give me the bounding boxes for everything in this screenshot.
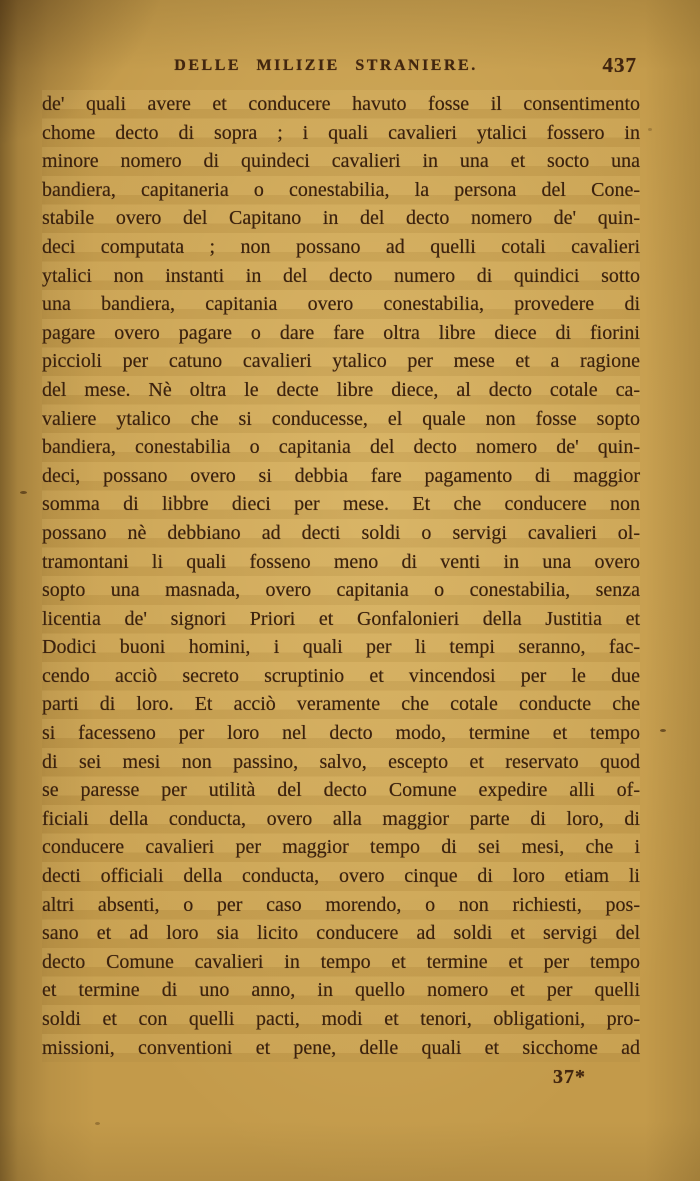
text-line: sopto una masnada, overo capitania o conestabilia, senza <box>42 579 640 602</box>
text-line: missioni, conventioni et pene, delle quali et sicchome ad <box>42 1036 640 1059</box>
text-line: valiere ytalico che si conducesse, el quale non fosse sopto <box>42 407 640 430</box>
header-title: DELLE MILIZIE STRANIERE. <box>174 57 478 74</box>
text-line: bandiera, capitaneria o conestabilia, la persona del Cone- <box>42 178 640 201</box>
text-line: altri absenti, o per caso morendo, o non richiesti, pos- <box>42 893 640 916</box>
text-line: Dodici buoni homini, i quali per li tempi seranno, fac- <box>42 636 640 659</box>
text-line: ytalici non instanti in del decto numero di quindici sotto <box>42 264 640 287</box>
text-line: soldi et con quelli pacti, modi et tenori, obligationi, pro- <box>42 1008 640 1030</box>
text-line: stabile overo del Capitano in del decto nomero de' quin- <box>42 207 640 230</box>
signature-mark: 37* <box>553 1066 586 1088</box>
text-line: del mese. Nè oltra le decte libre diece, al decto cotale ca- <box>42 378 640 401</box>
text-line: decti officiali della conducta, overo cinque di loro etiam li <box>42 865 640 888</box>
text-line: cendo acciò secreto scruptinio et vincendosi per le due <box>42 664 640 687</box>
paper-speck <box>660 729 666 732</box>
running-header <box>0 55 700 79</box>
text-line: tramontani li quali fosseno meno di venti in una overo <box>42 550 640 573</box>
text-line: et termine di uno anno, in quello nomero et per quelli <box>42 979 640 1002</box>
paper-speck <box>648 128 652 131</box>
text-line: licentia de' signori Priori et Gonfalonieri della Justitia et <box>42 607 640 630</box>
text-line: chome decto di sopra ; i quali cavalieri ytalici fossero in <box>42 121 640 144</box>
body-text <box>42 90 640 1062</box>
page-number: 437 <box>602 53 637 77</box>
text-line: conducere cavalieri per maggior tempo di sei mesi, che i <box>42 836 640 859</box>
text-line: minore nomero di quindeci cavalieri in una et socto una <box>42 150 640 173</box>
text-line: se paresse per utilità del decto Comune expedire alli of- <box>42 779 640 802</box>
text-line: decto Comune cavalieri in tempo et termine et per tempo <box>42 950 640 973</box>
text-line: di sei mesi non passino, salvo, escepto et reservato quod <box>42 750 640 773</box>
text-line: piccioli per catuno cavalieri ytalico per mese et a ragione <box>42 350 640 373</box>
text-line: una bandiera, capitania overo conestabilia, provedere di <box>42 293 640 316</box>
text-line: sano et ad loro sia licito conducere ad soldi et servigi del <box>42 922 640 945</box>
paper-speck <box>95 1122 100 1125</box>
text-line: possano nè debbiano ad decti soldi o servigi cavalieri ol- <box>42 521 640 544</box>
text-line: ficiali della conducta, overo alla maggior parte di loro, di <box>42 807 640 830</box>
text-line: de' quali avere et conducere havuto fosse il consentimento <box>42 93 640 115</box>
text-line: somma di libbre dieci per mese. Et che conducere non <box>42 493 640 516</box>
paper-speck <box>20 491 27 494</box>
text-line: parti di loro. Et acciò veramente che cotale conducte che <box>42 693 640 716</box>
text-line: pagare overo pagare o dare fare oltra libre diece di fiorini <box>42 321 640 344</box>
text-line: si facesseno per loro nel decto modo, termine et tempo <box>42 722 640 745</box>
text-line: bandiera, conestabilia o capitania del decto nomero de' quin- <box>42 436 640 459</box>
text-line: deci, possano overo si debbia fare pagamento di maggior <box>42 464 640 487</box>
text-line: deci computata ; non possano ad quelli cotali cavalieri <box>42 235 640 258</box>
